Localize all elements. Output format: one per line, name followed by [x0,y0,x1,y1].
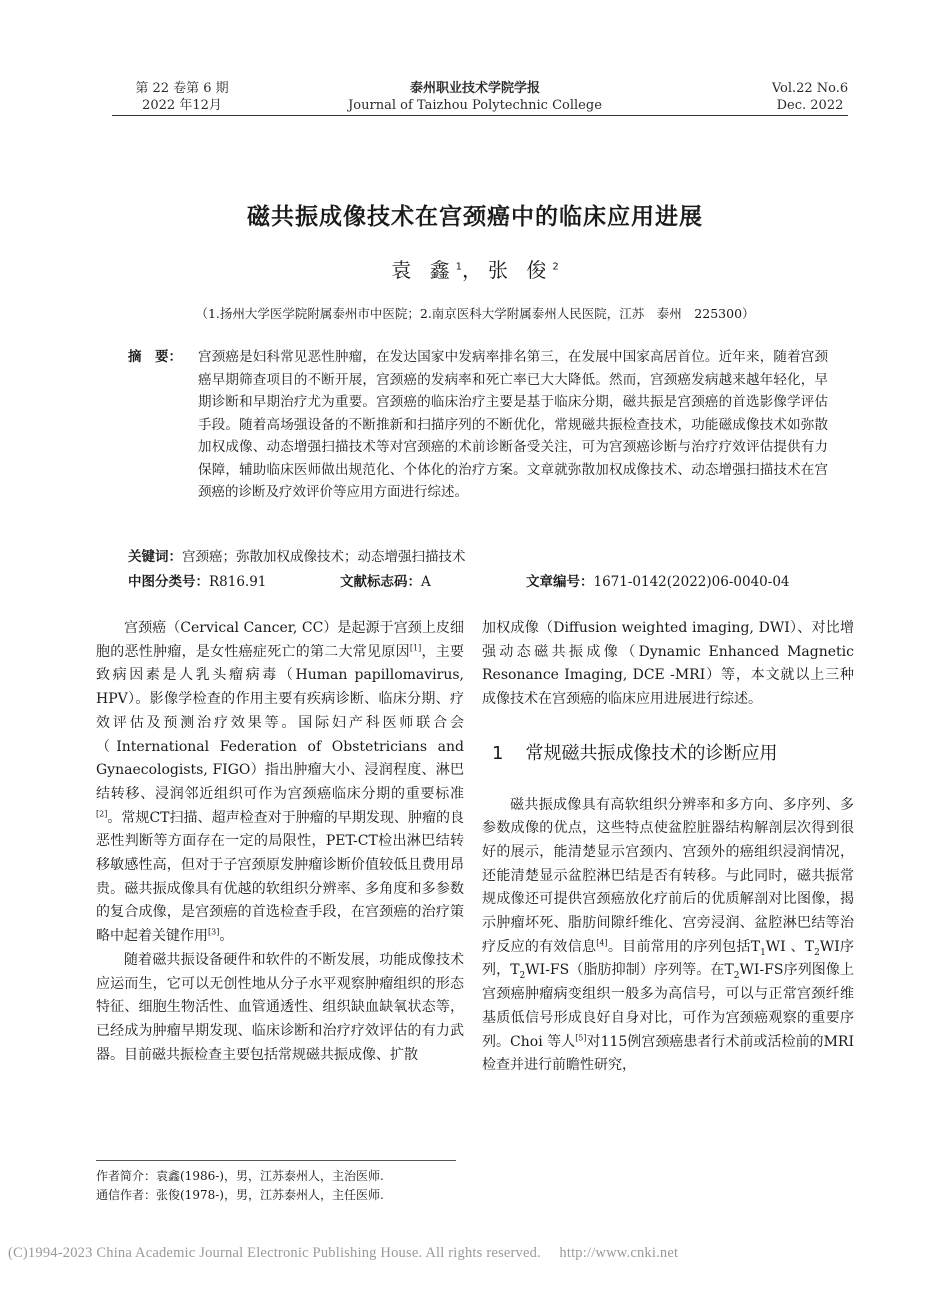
author-line [0,254,950,283]
header-journal-en: Journal of Taizhou Polytechnic College [348,98,602,113]
affiliation: （1.扬州大学医学院附属泰州市中医院；2.南京医科大学附属泰州人民医院，江苏 泰州 225300） [195,306,755,321]
copyright-line: (C)1994-2023 China Academic Journal Electronic Publishing House. All rights reserved. http://www.cnki.net [8,1245,679,1261]
author-separator: ， [462,258,488,282]
text-run: WI-FS（脂肪抑制）序列等。在T [525,962,734,979]
subscript: 1 [760,947,766,958]
body-paragraph [96,617,464,949]
keywords-text: 宫颈癌；弥散加权成像技术；动态增强扫描技术 [182,549,466,565]
clc-number [128,571,266,593]
citation-ref: [2] [96,808,108,818]
author-2: 张 俊 [488,258,553,282]
doc-label: 文献标志码： [340,574,421,590]
section-heading [492,742,854,766]
header-journal-block [300,80,650,114]
body-paragraph [482,794,854,1078]
text-run: 。常规CT扫描、超声检查对于肿瘤的早期发现、肿瘤的良恶性判断等方面存在一定的局限性，PET-CT检出淋巴结转移敏感性高，但对于子宫颈原发肿瘤诊断价值较低且费用昂贵。磁共振成像具有优越的软组织分辨率、多角度和多参数的复合成像，是宫颈癌的首选检查手段，在宫颈癌的治疗策略中起着关键作用 [96,809,464,945]
citation-ref: [1] [409,643,422,653]
citation-ref: [5] [575,1032,587,1042]
author-1-affil: 1 [455,261,462,273]
section-title: 常规磁共振成像技术的诊断应用 [525,742,778,764]
footnote-corresponding: 通信作者：张俊(1978-)，男，江苏泰州人，主任医师. [96,1187,384,1202]
clc-value: R816.91 [209,574,267,590]
text-run: 。目前常用的序列包括T [607,938,761,955]
clc-label: 中图分类号： [128,574,209,590]
header-date: 2022 年12月 [142,98,222,113]
body-left-column [96,617,464,1067]
header-volume: Vol.22 No.6 [771,81,849,96]
text-run: 磁共振成像具有高软组织分辨率和多方向、多序列、多参数成像的优点，这些特点使盆腔脏器结构解剖层次得到很好的展示，能清楚显示宫颈内、宫颈外的癌组织浸润情况，还能清楚显示盆腔淋巴结是否有转移。与此同时，磁共振常规成像还可提供宫颈癌放化疗前后的优质解剖对比图像，揭示肿瘤坏死、脂肪间隙纤维化、宫旁浸润、盆腔淋巴结等治疗反应的有效信息 [482,796,854,955]
footnote-rule [96,1160,456,1161]
section-number: 1 [492,742,504,764]
article-title: 磁共振成像技术在宫颈癌中的临床应用进展 [247,204,703,230]
body-right-column [482,617,854,1078]
text-run: WI序列，T [482,938,855,979]
text-run: WI-FS序列图像上宫颈癌肿瘤病变组织一般多为高信号，可以与正常宫颈纤维基质低信号形成良好自身对比，可作为宫颈癌观察的重要序列。Choi 等人 [482,962,854,1050]
footnote [96,1167,384,1204]
header-rule [112,115,848,116]
subscript: 2 [814,947,820,958]
article-number [526,571,790,593]
keywords-label: 关键词： [128,549,182,565]
article-number-value: 1671-0142(2022)06-0040-04 [593,574,790,590]
header-issue: 第 22 卷第 6 期 [135,81,229,96]
footnote-author-bio: 作者简介：袁鑫(1986-)，男，江苏泰州人，主治医师. [96,1169,384,1183]
text-run: 宫颈癌（Cervical Cancer, CC）是起源于宫颈上皮细胞的恶性肿瘤，是女性癌症死亡的第二大常见原因 [96,620,464,660]
author-1: 袁 鑫 [391,258,456,282]
header-journal-cn: 泰州职业技术学院学报 [409,81,540,96]
header-date-en: Dec. 2022 [776,98,844,113]
keywords [128,546,466,568]
text-run: 。 [219,928,234,945]
abstract-label: 摘 要： [128,349,182,365]
body-paragraph: 随着磁共振设备硬件和软件的不断发展，功能成像技术应运而生，它可以无创性地从分子水平观察肿瘤组织的形态特征、细胞生物活性、血管通透性、组织缺血缺氧状态等，已经成为肿瘤早期发现、临床诊断和治疗疗效评估的有力武器。目前磁共振检查主要包括常规磁共振成像、扩散 [96,951,464,1063]
abstract [128,346,828,504]
text-run: WI 、T [765,938,815,955]
subscript: 2 [733,971,740,982]
text-run: ，主要致病因素是人乳头瘤病毒（Human papillomavirus, HPV）。影像学检查的作用主要有疾病诊断、临床分期、疗效评估及预测治疗效果等。国际妇产科医师联合会（International Federation of Obstetricians and Gynaecologists, FIGO）指出肿瘤大小、浸润程度、淋巴结转移、浸润邻近组织可作为宫颈癌临床分期的重要标准 [96,643,465,802]
abstract-text: 宫颈癌是妇科常见恶性肿瘤，在发达国家中发病率排名第三，在发展中国家高居首位。近年来，随着宫颈癌早期筛查项目的不断开展，宫颈癌的发病率和死亡率已大大降低。然而，宫颈癌发病越来越年轻化，早期诊断和早期治疗尤为重要。宫颈癌的临床治疗主要是基于临床分期，磁共振是宫颈癌的首选影像学评估手段。随着高场强设备的不断推新和扫描序列的不断优化，常规磁共振检查技术，功能磁成像技术如弥散加权成像、动态增强扫描技术等对宫颈癌的术前诊断备受关注，可为宫颈癌诊断与治疗疗效评估提供有力保障，辅助临床医师做出规范化、个体化的治疗方案。文章就弥散加权成像技术、动态增强扫描技术在宫颈癌的诊断及疗效评价等应用方面进行综述。 [198,349,828,500]
doc-code [340,571,431,593]
header-issue-block [112,80,252,114]
header-volume-block [760,80,860,114]
text-run: 对115例宫颈癌患者行术前或活检前的MRI检查并进行前瞻性研究， [482,1033,854,1074]
citation-ref: [4] [596,938,608,948]
article-number-label: 文章编号： [526,574,594,590]
author-2-affil: 2 [552,261,559,273]
citation-ref: [3] [208,927,220,937]
doc-value: A [421,574,431,590]
body-paragraph: 加权成像（Diffusion weighted imaging, DWI）、对比增强动态磁共振成像（Dynamic Enhanced Magnetic Resonance Imaging, DCE -MRI）等，本文就以上三种成像技术在宫颈癌的临床应用进展进行综述。 [482,620,854,708]
subscript: 2 [519,971,526,982]
